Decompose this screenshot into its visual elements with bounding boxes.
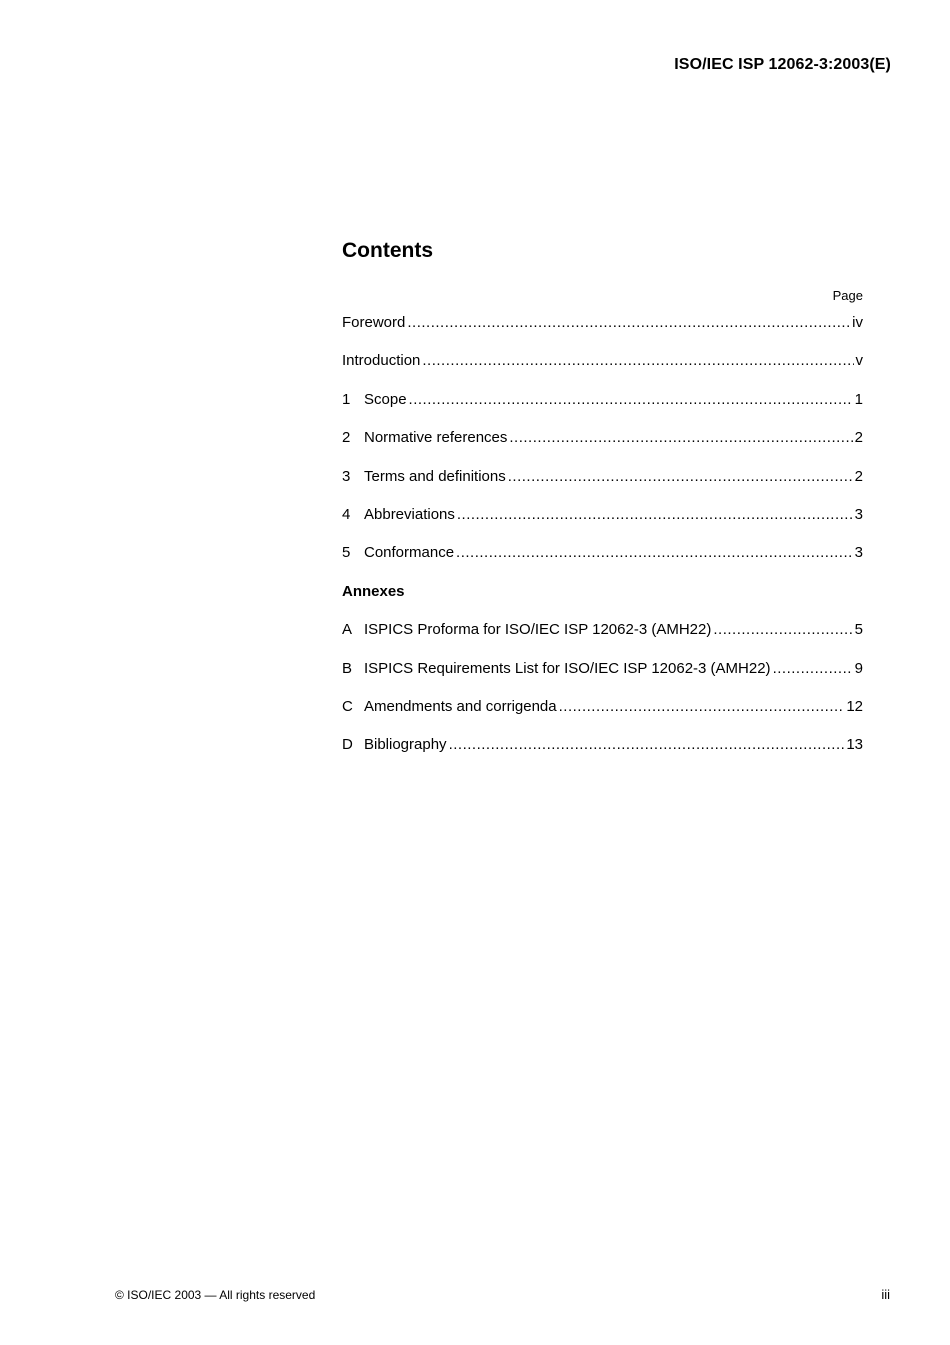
toc-entry-label: Foreword xyxy=(342,314,406,331)
dot-leader xyxy=(449,736,845,754)
toc-entry-page: 1 xyxy=(854,390,863,408)
toc-entry-label: Scope xyxy=(364,390,407,408)
toc-entry-abbreviations[interactable] xyxy=(342,506,863,544)
dot-leader xyxy=(559,698,845,716)
toc-entry-page: 2 xyxy=(854,467,863,485)
toc-entry-number: 4 xyxy=(342,505,351,523)
toc-entry-label: Bibliography xyxy=(364,736,447,754)
toc-entry-label: Terms and definitions xyxy=(364,467,506,485)
toc-entry-annex-b[interactable] xyxy=(342,660,863,698)
toc-entry-number: 3 xyxy=(342,467,351,485)
toc-entry-label: Normative references xyxy=(364,429,508,447)
toc-entry-label: ISPICS Proforma for ISO/IEC ISP 12062-3 (AMH22) xyxy=(364,621,712,639)
document-identifier: ISO/IEC ISP 12062-3:2003(E) xyxy=(674,56,891,73)
dot-leader xyxy=(713,621,852,639)
toc-entry-scope[interactable] xyxy=(342,391,863,429)
page-column-label: Page xyxy=(832,288,863,303)
toc-entry-number: 5 xyxy=(342,544,351,562)
toc-entry-annex-d[interactable] xyxy=(342,736,863,774)
dot-leader xyxy=(456,544,853,562)
page-number: iii xyxy=(881,1287,890,1302)
annexes-heading: Annexes xyxy=(342,582,405,600)
toc-entry-terms-and-definitions[interactable] xyxy=(342,468,863,506)
toc-entry-number: 2 xyxy=(342,429,351,447)
toc-entry-page: v xyxy=(855,352,863,370)
toc-entry-label: Conformance xyxy=(364,544,455,562)
toc-entry-page: 3 xyxy=(854,544,863,562)
dot-leader xyxy=(407,314,850,332)
toc-entry-introduction[interactable] xyxy=(342,352,863,390)
toc-entry-foreword[interactable] xyxy=(342,314,863,352)
toc-entry-page: iv xyxy=(852,314,863,331)
toc-entry-page: 5 xyxy=(854,621,863,639)
dot-leader xyxy=(457,506,853,524)
toc-entry-label: Introduction xyxy=(342,352,421,370)
dot-leader xyxy=(508,468,853,486)
toc-entry-annex-c[interactable] xyxy=(342,698,863,736)
toc-entry-number: B xyxy=(342,659,353,677)
toc-entry-conformance[interactable] xyxy=(342,544,863,582)
toc-entry-page: 2 xyxy=(854,429,863,447)
toc-entry-page: 3 xyxy=(854,505,863,523)
contents-title: Contents xyxy=(342,239,433,262)
dot-leader xyxy=(409,391,853,409)
copyright-notice: © ISO/IEC 2003 — All rights reserved xyxy=(115,1288,316,1302)
toc-entry-label: ISPICS Requirements List for ISO/IEC ISP 12062-3 (AMH22) xyxy=(364,659,771,677)
dot-leader xyxy=(422,352,853,370)
table-of-contents xyxy=(342,237,863,775)
toc-list xyxy=(342,314,863,775)
toc-entry-number: C xyxy=(342,697,353,715)
toc-entry-annex-a[interactable] xyxy=(342,621,863,659)
toc-entry-label: Amendments and corrigenda xyxy=(364,697,557,715)
toc-entry-number: D xyxy=(342,736,353,754)
toc-entry-normative-references[interactable] xyxy=(342,429,863,467)
toc-entry-number: A xyxy=(342,621,353,639)
toc-entry-page: 12 xyxy=(846,697,863,715)
toc-entry-page: 9 xyxy=(854,659,863,677)
dot-leader xyxy=(773,660,853,678)
toc-entry-page: 13 xyxy=(846,736,863,754)
dot-leader xyxy=(509,429,852,447)
toc-entry-label: Abbreviations xyxy=(364,505,455,523)
toc-entry-number: 1 xyxy=(342,390,351,408)
